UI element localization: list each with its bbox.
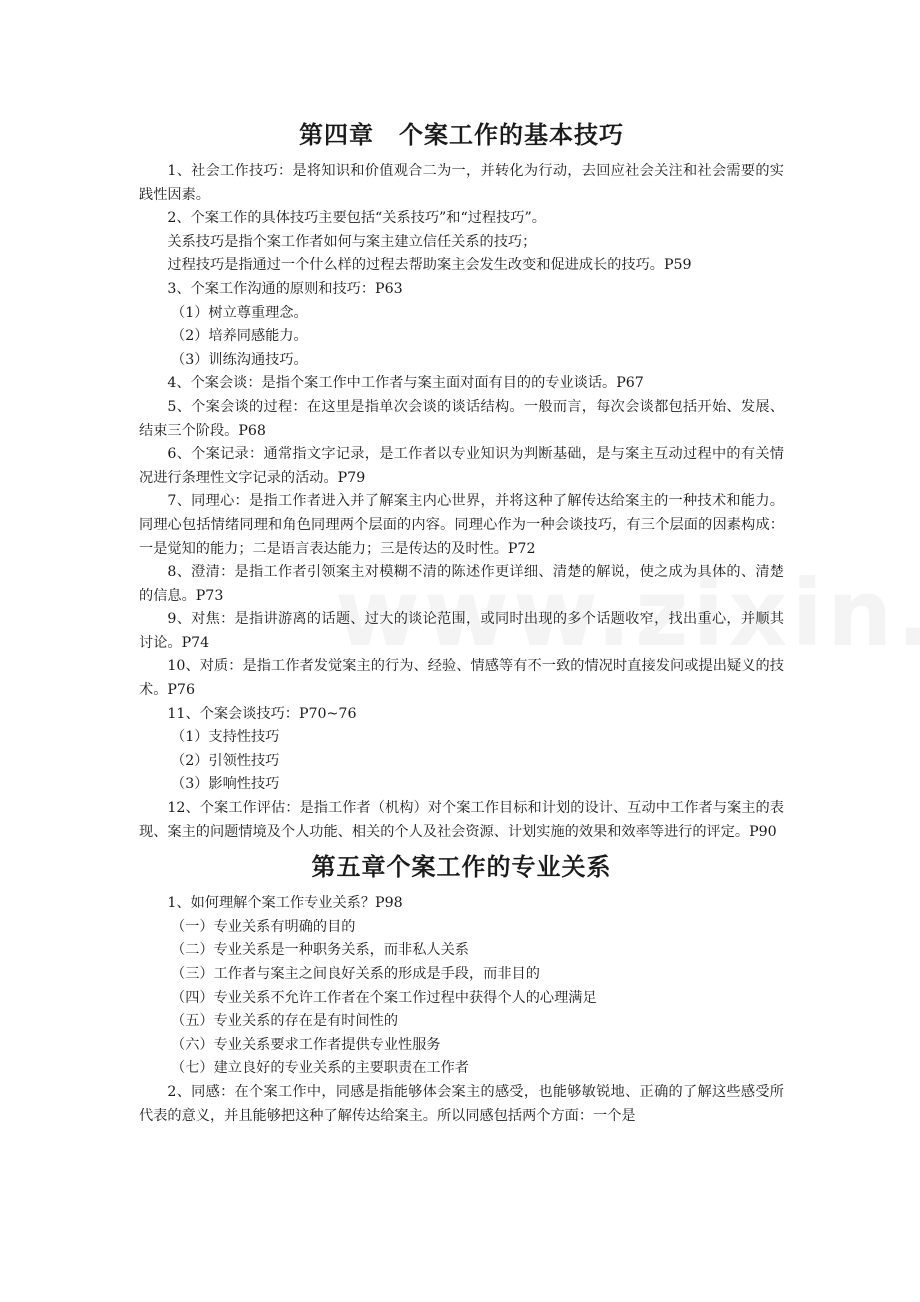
list-item: （3）训练沟通技巧。 bbox=[171, 351, 308, 368]
list-item: （一）专业关系有明确的目的 bbox=[171, 918, 356, 935]
paragraph: 5、个案会谈的过程：在这里是指单次会谈的谈话结构。一般而言，每次会谈都包括开始、发展、结束三个阶段。P68 bbox=[139, 398, 784, 439]
paragraph: 过程技巧是指通过一个什么样的过程去帮助案主会发生改变和促进成长的技巧。P59 bbox=[167, 257, 692, 274]
paragraph: 7、同理心：是指工作者进入并了解案主内心世界，并将这种了解传达给案主的一种技术和能力。同理心包括情绪同理和角色同理两个层面的内容。同理心作为一种会谈技巧，有三个层面的因素构成：一是觉知的能力；二是语言表达能力；三是传达的及时性。P72 bbox=[139, 493, 784, 557]
paragraph: 10、对质：是指工作者发觉案主的行为、经验、情感等有不一致的情况时直接发问或提出疑义的技术。P76 bbox=[139, 658, 784, 699]
list-item: （2）引领性技巧 bbox=[171, 752, 280, 769]
list-item: （2）培养同感能力。 bbox=[171, 328, 308, 345]
list-item: （二）专业关系是一种职务关系，而非私人关系 bbox=[171, 942, 469, 959]
paragraph: 2、同感：在个案工作中，同感是指能够体会案主的感受，也能够敏锐地、正确的了解这些感受所代表的意义，并且能够把这种了解传达给案主。所以同感包括两个方面：一个是 bbox=[139, 1083, 784, 1124]
list-item: （1）支持性技巧 bbox=[171, 729, 280, 746]
list-item: （六）专业关系要求工作者提供专业性服务 bbox=[171, 1036, 441, 1053]
list-item: （1）树立尊重理念。 bbox=[171, 304, 308, 321]
paragraph: 11、个案会谈技巧：P70~76 bbox=[167, 705, 357, 722]
paragraph: 9、对焦：是指讲游离的话题、过大的谈论范围，或同时出现的多个话题收窄，找出重心，并顺其讨论。P74 bbox=[139, 611, 784, 651]
paragraph: 12、个案工作评估：是指工作者（机构）对个案工作目标和计划的设计、互动中工作者与案主的表现、案主的问题情境及个人功能、相关的个人及社会资源、计划实施的效果和效率等进行的评定。P90 bbox=[139, 800, 784, 840]
paragraph: 1、社会工作技巧：是将知识和价值观合二为一，并转化为行动，去回应社会关注和社会需要的实践性因素。 bbox=[139, 163, 784, 203]
list-item: （七）建立良好的专业关系的主要职责在工作者 bbox=[171, 1060, 469, 1077]
list-item: （3）影响性技巧 bbox=[171, 776, 280, 793]
chapter5-title: 第五章个案工作的专业关系 bbox=[311, 852, 612, 882]
paragraph: 4、个案会谈：是指个案工作中工作者与案主面对面有目的的专业谈话。P67 bbox=[167, 375, 644, 392]
chapter4-title: 第四章 个案工作的基本技巧 bbox=[299, 120, 624, 149]
paragraph: 关系技巧是指个案工作者如何与案主建立信任关系的技巧； bbox=[167, 233, 537, 250]
document-body bbox=[139, 118, 784, 1128]
list-item: （三）工作者与案主之间良好关系的形成是手段，而非目的 bbox=[171, 966, 540, 982]
paragraph: 3、个案工作沟通的原则和技巧：P63 bbox=[167, 280, 403, 297]
paragraph: 6、个案记录：通常指文字记录，是工作者以专业知识为判断基础，是与案主互动过程中的有关情况进行条理性文字记录的活动。P79 bbox=[139, 446, 784, 486]
paragraph: 1、如何理解个案工作专业关系？P98 bbox=[167, 895, 403, 912]
paragraph: 8、澄清：是指工作者引领案主对模糊不清的陈述作更详细、清楚的解说，使之成为具体的、清楚的信息。P73 bbox=[139, 564, 784, 604]
list-item: （四）专业关系不允许工作者在个案工作过程中获得个人的心理满足 bbox=[171, 989, 597, 1006]
list-item: （五）专业关系的存在是有时间性的 bbox=[171, 1013, 399, 1030]
paragraph: 2、个案工作的具体技巧主要包括“关系技巧”和“过程技巧”。 bbox=[167, 210, 546, 227]
